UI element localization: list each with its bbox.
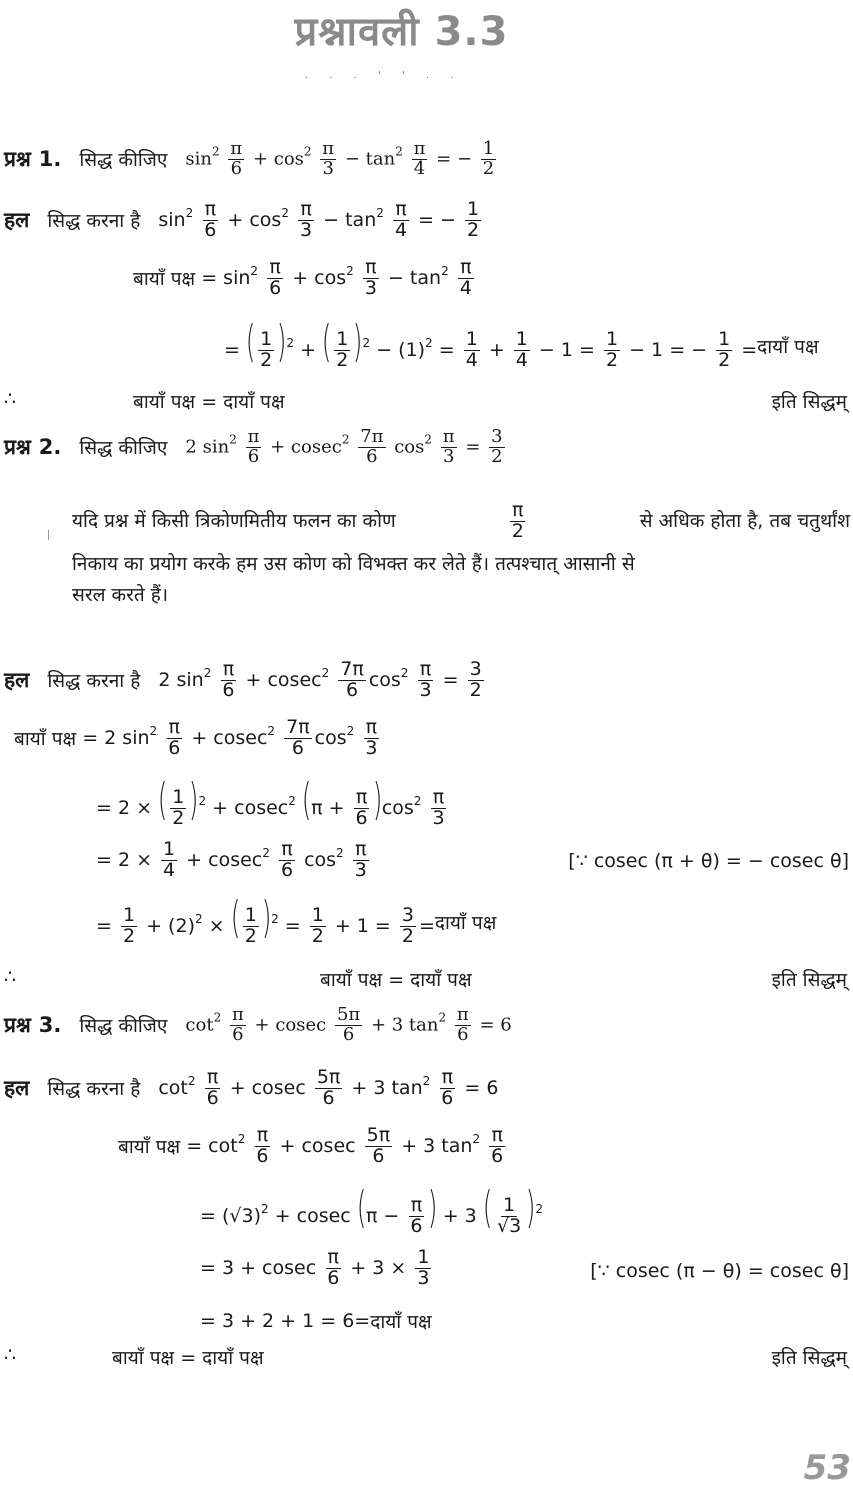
note-line-2: निकाय का प्रयोग करके हम उस कोण को विभक्त कर लेते हैं। तत्पश्चात् आसानी से: [72, 553, 635, 575]
therefore-symbol: ∴: [4, 388, 17, 410]
question-1-equation: $\sin^2$ $\frac{\pi}{6}$ + $\cos^2$ $\frac{\pi}{3}$ − $\tan^2$ $\frac{\pi}{4}$ = − $\frac{1}{2}$: [185, 138, 495, 179]
rhs-label: दायाँ पक्ष: [434, 912, 497, 935]
lhs-equals-rhs: बायाँ पक्ष = दायाँ पक्ष: [112, 1347, 264, 1369]
solution-label: हल: [4, 208, 30, 233]
prove-instruction: सिद्ध कीजिए: [79, 1015, 168, 1038]
question-2-conclusion: [4, 966, 16, 988]
to-prove-equation: $\cot^2$ $\frac{\pi}{6}$ + cosec $\frac{5\pi}{6}$ + 3 $\tan^2$ $\frac{\pi}{6}$ = 6: [158, 1066, 499, 1109]
question-2-statement: [4, 428, 508, 467]
page-title: प्रश्नावली 3.3: [294, 9, 509, 55]
reason-cosec-identity-2: [∵ cosec (π − θ) = cosec θ]: [590, 1260, 849, 1282]
note-line-3: सरल करते हैं।: [72, 584, 169, 606]
question-3-lhs-line: बायाँ पक्ष = $\cot^2$ $\frac{\pi}{6}$ + cosec $\frac{5\pi}{6}$ + 3 $\tan^2$ $\frac{\pi}{6}$: [118, 1124, 504, 1167]
lhs-equals-rhs: बायाँ पक्ष = दायाँ पक्ष: [133, 391, 285, 413]
question-1-conclusion-text: [133, 388, 285, 414]
question-3-conclusion: [4, 1344, 16, 1366]
question-number: 3.: [38, 1013, 62, 1038]
page-number: 53: [803, 1448, 851, 1488]
question-number: 1.: [38, 147, 62, 172]
question-3-equation: $\cot^2$ $\frac{\pi}{6}$ + cosec $\frac{5\pi}{6}$ + 3 $\tan^2$ $\frac{\pi}{6}$ = 6: [185, 1004, 512, 1045]
prove-instruction: सिद्ध कीजिए: [79, 437, 168, 460]
lhs-equals-rhs: बायाँ पक्ष = दायाँ पक्ष: [320, 969, 472, 991]
reason-cosec-identity-1: [∵ cosec (π + θ) = − cosec θ]: [568, 850, 849, 872]
final-sum: = 3 + 2 + 1 = 6=: [200, 1310, 371, 1332]
to-prove-equation: $\sin^2$ $\frac{\pi}{6}$ + $\cos^2$ $\frac{\pi}{3}$ − $\tan^2$ $\frac{\pi}{4}$ = − $\frac{1}{2}$: [158, 198, 480, 241]
question-1-lhs-line: बायाँ पक्ष = $\sin^2$ $\frac{\pi}{6}$ + $\cos^2$ $\frac{\pi}{3}$ − $\tan^2$ $\frac{\pi}{4}$: [133, 256, 472, 299]
question-3-conclusion-text: [112, 1344, 264, 1370]
question-2-conclusion-text: [320, 966, 472, 992]
question-1-solution-start: [4, 200, 484, 241]
rhs-label: दायाँ पक्ष: [370, 1311, 432, 1333]
question-2-lhs-line: बायाँ पक्ष = 2 $\sin^2$ $\frac{\pi}{6}$ + cosec$^2$ $\frac{7\pi}{6}$ $\cos^2$ $\frac{\pi}{3}$: [14, 716, 378, 759]
question-3-statement: [4, 1006, 512, 1045]
question-2-step-4: = $\frac{1}{2}$ + $(2)^2$ × ( $\frac{1}{2}$ )$^2$ = $\frac{1}{2}$ + 1 = $\frac{3}{2}$ = दायाँ पक्ष: [96, 892, 497, 947]
lhs-label: बायाँ पक्ष: [133, 268, 196, 291]
quadrant-note: यदि प्रश्न में किसी त्रिकोणमितीय फलन का कोण $\frac{\pi}{2}$ से अधिक होता है, तब चतुर्थांश निकाय का प्रयोग करके हम उस कोण को विभक्त कर लेते हैं। तत्पश्चात् आसानी से सरल करते हैं।: [72, 500, 850, 617]
question-2-step-3: = 2 × $\frac{1}{4}$ + cosec$^2$ $\frac{\pi}{6}$ $\cos^2$ $\frac{\pi}{3}$: [96, 838, 367, 881]
qed-label: इति सिद्धम्: [771, 1347, 847, 1369]
question-number: 2.: [38, 435, 62, 460]
question-2-equation: 2 $\sin^2$ $\frac{\pi}{6}$ + cosec$^2$ $\frac{7\pi}{6}$ $\cos^2$ $\frac{\pi}{3}$ = $\frac{3}{2}$: [185, 426, 503, 467]
question-3-step-3: = 3 + cosec $\frac{\pi}{6}$ + 3 × $\frac{1}{3}$: [200, 1246, 430, 1289]
question-3-step-4: [200, 1308, 432, 1334]
to-prove-label: सिद्ध करना है: [47, 670, 141, 693]
question-1-conclusion: [4, 388, 16, 410]
question-label: प्रश्न: [4, 147, 31, 172]
lhs-label: बायाँ पक्ष: [118, 1136, 181, 1159]
question-1-step-2: = ( $\frac{1}{2}$ )$^2$ + ( $\frac{1}{2}$ )$^2 - (1)^2$ = $\frac{1}{4}$ + $\frac{1}{4}$ − 1 = $\frac{1}{2}$ − 1 = − $\frac{1}{2}$ = दायाँ पक्ष: [224, 316, 819, 371]
title-underline-dots: . . . ' ' . .: [305, 70, 463, 81]
lhs-label: बायाँ पक्ष: [14, 728, 77, 751]
to-prove-equation: 2 $\sin^2$ $\frac{\pi}{6}$ + cosec$^2$ $\frac{7\pi}{6}$ $\cos^2$ $\frac{\pi}{3}$ = $\frac{3}{2}$: [158, 658, 482, 701]
question-2-step-2: = 2 × ( $\frac{1}{2}$ )$^2$ + cosec$^2$ (π + $\frac{\pi}{6}$ )$\cos^2$ $\frac{\pi}{3}$: [96, 774, 445, 829]
margin-mark: [48, 530, 49, 540]
solution-label: हल: [4, 668, 30, 693]
rhs-label: दायाँ पक्ष: [757, 336, 819, 359]
solution-label: हल: [4, 1076, 30, 1101]
qed-label: इति सिद्धम्: [771, 391, 847, 413]
to-prove-label: सिद्ध करना है: [47, 210, 141, 233]
question-3-solution-start: [4, 1068, 498, 1109]
therefore-symbol: ∴: [4, 966, 17, 988]
question-label: प्रश्न: [4, 435, 31, 460]
note-line-1: यदि प्रश्न में किसी त्रिकोणमितीय फलन का कोण: [72, 510, 396, 532]
question-label: प्रश्न: [4, 1013, 31, 1038]
question-2-solution-start: [4, 660, 487, 701]
question-3-step-2: = $(√3)^2 + cosec$ (π − $\frac{\pi}{6}$ ) + 3 ( $\frac{1}{√3}$ )$^2$: [200, 1182, 543, 1237]
prove-instruction: सिद्ध कीजिए: [79, 149, 168, 172]
note-line-1-tail: से अधिक होता है, तब चतुर्थांश: [639, 510, 850, 532]
question-1-statement: [4, 140, 499, 179]
to-prove-label: सिद्ध करना है: [47, 1078, 141, 1101]
qed-label: इति सिद्धम्: [771, 969, 847, 991]
therefore-symbol: ∴: [4, 1344, 17, 1366]
